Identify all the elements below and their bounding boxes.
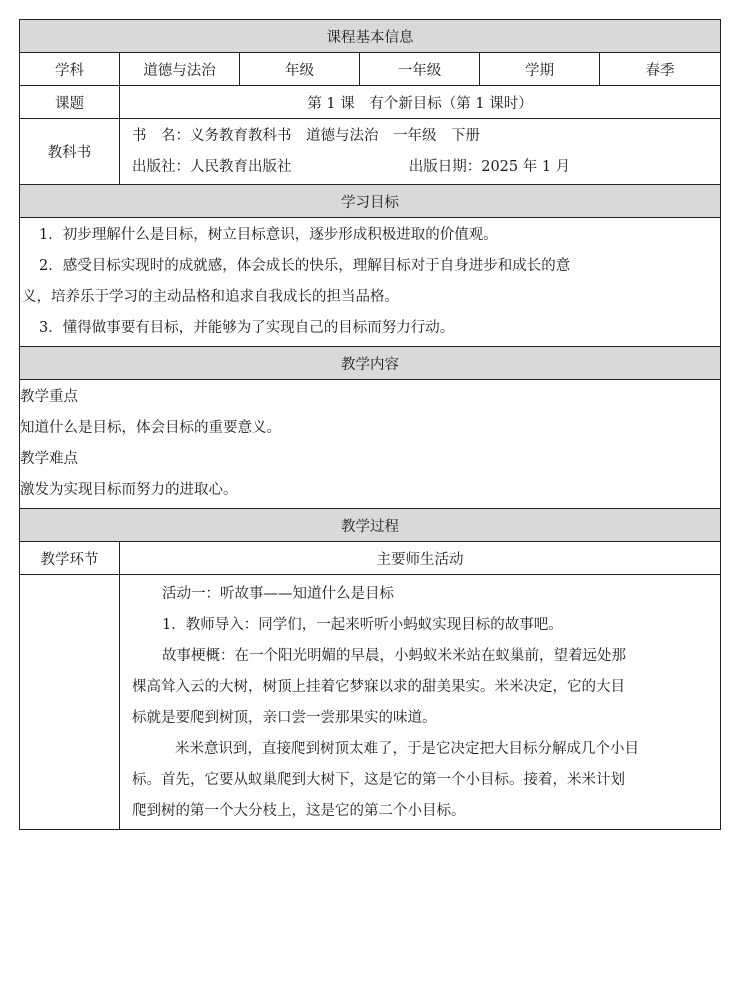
activity-title: 活动一：听故事——知道什么是目标 (162, 586, 394, 602)
publisher-line (132, 152, 720, 183)
topic-label: 课题 (20, 86, 120, 119)
activity-line: 棵高耸入云的大树，树顶上挂着它梦寐以求的甜美果实。米米决定，它的大目 (132, 679, 625, 695)
lesson-plan-table (19, 19, 721, 830)
objectives-body (20, 218, 721, 347)
activity-line: 标就是要爬到树顶，亲口尝一尝那果实的味道。 (132, 710, 437, 726)
activity-line: 米米意识到，直接爬到树顶太难了，于是它决定把大目标分解成几个小目 (175, 741, 639, 757)
process-col-activities: 主要师生活动 (120, 542, 721, 575)
key-point-label: 教学重点 (20, 389, 78, 405)
term-label: 学期 (480, 53, 600, 86)
publication-date: 出版日期：2025 年 1 月 (408, 158, 571, 175)
textbook-name: 书 名：义务教育教科书 道德与法治 一年级 下册 (132, 127, 480, 144)
objective-line: 1．初步理解什么是目标，树立目标意识，逐步形成积极进取的价值观。 (39, 227, 498, 243)
textbook-label: 教科书 (20, 119, 120, 185)
activity-line: 爬到树的第一个大分枝上，这是它的第二个小目标。 (132, 803, 466, 819)
subject-value: 道德与法治 (120, 53, 240, 86)
textbook-info (120, 119, 721, 185)
basic-info-header: 课程基本信息 (20, 20, 721, 53)
objective-line: 2．感受目标实现时的成就感，体会成长的快乐，理解目标对于自身进步和成长的意 (39, 258, 571, 274)
publisher: 出版社：人民教育出版社 (132, 158, 292, 175)
process-header: 教学过程 (20, 509, 721, 542)
content-body (20, 380, 721, 509)
key-point-text: 知道什么是目标，体会目标的重要意义。 (20, 420, 281, 436)
content-header: 教学内容 (20, 347, 721, 380)
process-col-stage: 教学环节 (20, 542, 120, 575)
activity-line: 故事梗概：在一个阳光明媚的早晨，小蚂蚁米米站在蚁巢前，望着远处那 (162, 648, 626, 664)
subject-label: 学科 (20, 53, 120, 86)
objective-line: 3．懂得做事要有目标，并能够为了实现自己的目标而努力行动。 (39, 320, 455, 336)
grade-value: 一年级 (360, 53, 480, 86)
difficulty-label: 教学难点 (20, 451, 78, 467)
activity-line: 1．教师导入：同学们，一起来听听小蚂蚁实现目标的故事吧。 (162, 617, 563, 633)
objectives-header: 学习目标 (20, 185, 721, 218)
lesson-plan-page (19, 19, 720, 830)
process-activities (120, 575, 721, 830)
objective-line: 义，培养乐于学习的主动品格和追求自我成长的担当品格。 (22, 289, 399, 305)
process-stage-cell (20, 575, 120, 830)
grade-label: 年级 (240, 53, 360, 86)
activity-line: 标。首先，它要从蚁巢爬到大树下，这是它的第一个小目标。接着，米米计划 (132, 772, 625, 788)
term-value: 春季 (600, 53, 721, 86)
topic-value: 第 1 课 有个新目标（第 1 课时） (120, 86, 721, 119)
difficulty-text: 激发为实现目标而努力的进取心。 (20, 482, 238, 498)
